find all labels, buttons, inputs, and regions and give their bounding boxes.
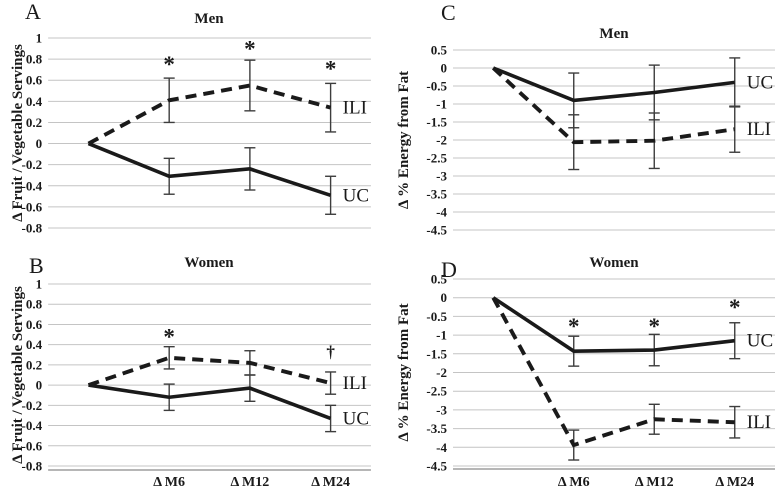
- significance-marker: *: [163, 323, 175, 350]
- y-tick-label: -2.5: [426, 383, 447, 399]
- y-tick-label: -0.6: [21, 438, 43, 454]
- y-tick-label: 0.8: [25, 296, 43, 312]
- y-tick-label: -0.8: [21, 220, 43, 236]
- panel-title: Men: [194, 11, 224, 27]
- series-label-UC: UC: [746, 72, 774, 94]
- series-line-ILI: [493, 68, 735, 142]
- series-line-ILI: [88, 358, 330, 385]
- y-tick-label: -3.5: [426, 421, 447, 437]
- y-tick-label: 0.6: [25, 72, 43, 88]
- y-axis-title: Δ Fruit / Vegetable Servings: [10, 286, 26, 464]
- y-tick-label: 1: [35, 30, 43, 46]
- series-label-ILI: ILI: [342, 97, 367, 119]
- y-tick-label: -1: [436, 327, 447, 343]
- y-tick-label: 0: [440, 290, 447, 306]
- y-tick-label: -0.5: [426, 78, 447, 94]
- significance-marker: *: [568, 313, 580, 339]
- x-tick-label: Δ M12: [634, 475, 674, 490]
- plot-area-D: [389, 246, 777, 492]
- y-tick-label: 0: [35, 377, 43, 393]
- plot-area-C: [389, 0, 777, 246]
- y-axis-title: Δ % Energy from Fat: [396, 303, 412, 442]
- significance-marker: *: [729, 295, 741, 321]
- y-tick-label: 0.5: [430, 271, 447, 287]
- significance-marker: *: [244, 35, 256, 62]
- y-tick-label: -4: [436, 204, 447, 220]
- panel-B: [0, 246, 389, 492]
- significance-marker: *: [324, 55, 337, 82]
- series-line-UC: [493, 298, 735, 351]
- panel-letter-C: C: [441, 0, 456, 25]
- y-tick-label: 0.6: [25, 316, 43, 332]
- y-tick-label: -2: [436, 132, 447, 148]
- y-tick-label: 0.5: [430, 42, 447, 58]
- y-tick-label: -3: [436, 168, 447, 184]
- y-tick-label: -0.2: [21, 397, 43, 413]
- y-tick-label: -4.5: [426, 458, 447, 474]
- y-tick-label: 0: [35, 136, 43, 152]
- y-tick-label: -0.8: [21, 458, 43, 474]
- y-tick-label: -0.2: [21, 157, 43, 173]
- x-tick-label: Δ M6: [557, 475, 590, 490]
- plot-area-B: [0, 246, 389, 492]
- series-label-UC: UC: [342, 185, 370, 207]
- x-tick-label: Δ M6: [153, 475, 186, 490]
- y-tick-label: -1: [436, 96, 447, 112]
- y-tick-label: -3.5: [426, 186, 447, 202]
- series-line-UC: [493, 68, 735, 100]
- panel-D: [389, 246, 777, 492]
- y-tick-label: -4: [436, 439, 447, 455]
- y-axis-title: Δ Fruit / Vegetable Servings: [10, 44, 26, 222]
- y-tick-label: 1: [35, 276, 43, 292]
- panel-title: Men: [599, 26, 629, 42]
- series-label-UC: UC: [746, 330, 774, 352]
- y-tick-label: -3: [436, 402, 447, 418]
- significance-marker: †: [326, 342, 335, 362]
- x-tick-label: Δ M24: [311, 475, 350, 490]
- y-tick-label: 0.4: [25, 337, 43, 353]
- x-tick-label: Δ M12: [230, 475, 270, 490]
- y-tick-label: 0: [440, 60, 447, 76]
- panel-letter-D: D: [441, 257, 457, 282]
- y-tick-label: 0.2: [25, 357, 43, 373]
- series-label-ILI: ILI: [342, 373, 367, 395]
- y-tick-label: -0.4: [21, 178, 43, 194]
- panel-A: [0, 0, 389, 246]
- significance-marker: *: [648, 313, 660, 339]
- x-tick-label: Δ M24: [715, 475, 755, 490]
- plot-area-A: [0, 0, 389, 246]
- y-tick-label: 0.2: [25, 114, 43, 130]
- panel-letter-B: B: [29, 253, 44, 278]
- y-tick-label: 0.4: [25, 93, 43, 109]
- panel-title: Women: [589, 255, 639, 271]
- series-label-ILI: ILI: [746, 412, 772, 434]
- y-tick-label: -0.6: [21, 199, 43, 215]
- panel-letter-A: A: [25, 0, 41, 24]
- y-axis-title: Δ % Energy from Fat: [396, 70, 412, 210]
- series-line-UC: [88, 385, 330, 418]
- y-tick-label: -4.5: [426, 222, 447, 238]
- series-label-ILI: ILI: [746, 119, 772, 141]
- panel-title: Women: [184, 255, 234, 271]
- series-line-UC: [88, 144, 330, 196]
- series-label-UC: UC: [342, 408, 370, 430]
- y-tick-label: 0.8: [25, 51, 43, 67]
- y-tick-label: -2.5: [426, 150, 447, 166]
- panel-C: [389, 0, 777, 246]
- y-tick-label: -0.5: [426, 308, 447, 324]
- y-tick-label: -1.5: [426, 346, 447, 362]
- significance-marker: *: [163, 51, 175, 78]
- y-tick-label: -0.4: [21, 418, 43, 434]
- y-tick-label: -2: [436, 365, 447, 380]
- series-line-ILI: [88, 86, 330, 144]
- y-tick-label: -1.5: [426, 114, 447, 130]
